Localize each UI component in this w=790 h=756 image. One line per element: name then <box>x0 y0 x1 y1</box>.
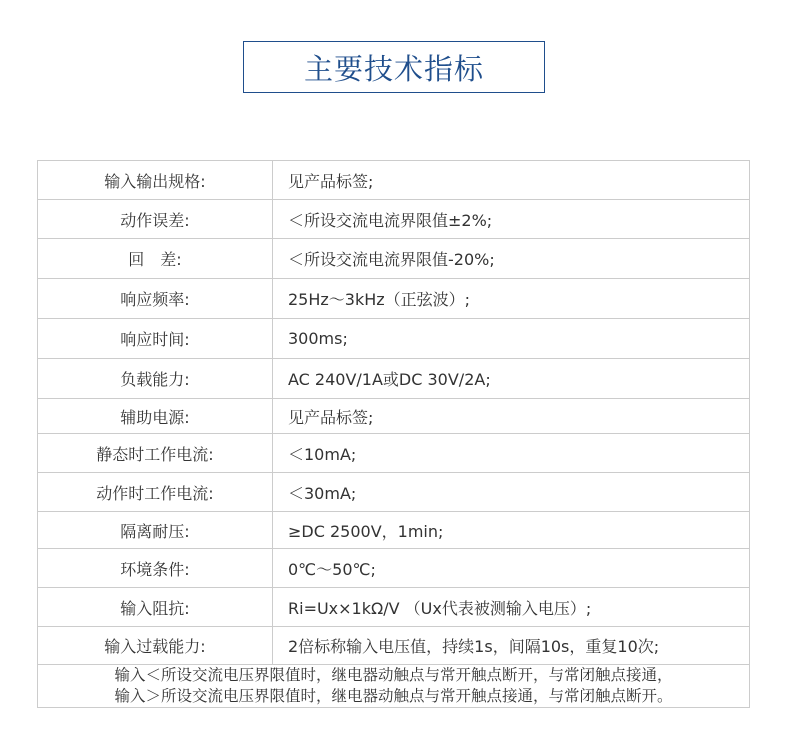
note-line-1: 输入＜所设交流电压界限值时，继电器动触点与常开触点断开，与常闭触点接通， <box>114 666 673 684</box>
spec-value: 0℃～50℃; <box>273 549 750 588</box>
spec-value: Ri=Ux×1kΩ/V （Ux代表被测输入电压）; <box>273 588 750 627</box>
spec-label: 动作误差: <box>38 200 273 239</box>
spec-value: 300ms; <box>273 319 750 359</box>
spec-label: 输入阻抗: <box>38 588 273 627</box>
spec-label: 辅助电源: <box>38 399 273 434</box>
spec-label: 环境条件: <box>38 549 273 588</box>
spec-label: 静态时工作电流: <box>38 434 273 473</box>
table-row <box>38 239 750 279</box>
note-row <box>38 665 750 708</box>
spec-value: 见产品标签; <box>273 399 750 434</box>
spec-value: 25Hz～3kHz（正弦波）; <box>273 279 750 319</box>
table-row <box>38 512 750 549</box>
table-row <box>38 588 750 627</box>
spec-label: 响应时间: <box>38 319 273 359</box>
table-row <box>38 200 750 239</box>
table-row <box>38 434 750 473</box>
spec-table <box>37 160 750 708</box>
spec-label: 回 差: <box>38 239 273 279</box>
spec-value: AC 240V/1A或DC 30V/2A; <box>273 359 750 399</box>
spec-label: 响应频率: <box>38 279 273 319</box>
spec-value: ＜所设交流电流界限值±2%; <box>273 200 750 239</box>
table-row <box>38 279 750 319</box>
table-row <box>38 473 750 512</box>
table-row <box>38 319 750 359</box>
spec-value: ≥DC 2500V，1min; <box>273 512 750 549</box>
spec-label: 负载能力: <box>38 359 273 399</box>
page-title: 主要技术指标 <box>303 51 484 86</box>
table-row <box>38 359 750 399</box>
spec-value: ＜10mA; <box>273 434 750 473</box>
spec-value: 见产品标签; <box>273 161 750 200</box>
table-row <box>38 161 750 200</box>
spec-value: ＜所设交流电流界限值-20%; <box>273 239 750 279</box>
spec-label: 隔离耐压: <box>38 512 273 549</box>
note-cell <box>38 665 750 708</box>
table-row <box>38 627 750 665</box>
spec-value: 2倍标称输入电压值，持续1s，间隔10s，重复10次; <box>273 627 750 665</box>
table-row <box>38 399 750 434</box>
spec-label: 输入过载能力: <box>38 627 273 665</box>
note-line-2: 输入＞所设交流电压界限值时，继电器动触点与常开触点接通，与常闭触点断开。 <box>114 687 673 705</box>
spec-label: 动作时工作电流: <box>38 473 273 512</box>
spec-label: 输入输出规格: <box>38 161 273 200</box>
spec-value: ＜30mA; <box>273 473 750 512</box>
title-box <box>243 41 545 93</box>
table-row <box>38 549 750 588</box>
